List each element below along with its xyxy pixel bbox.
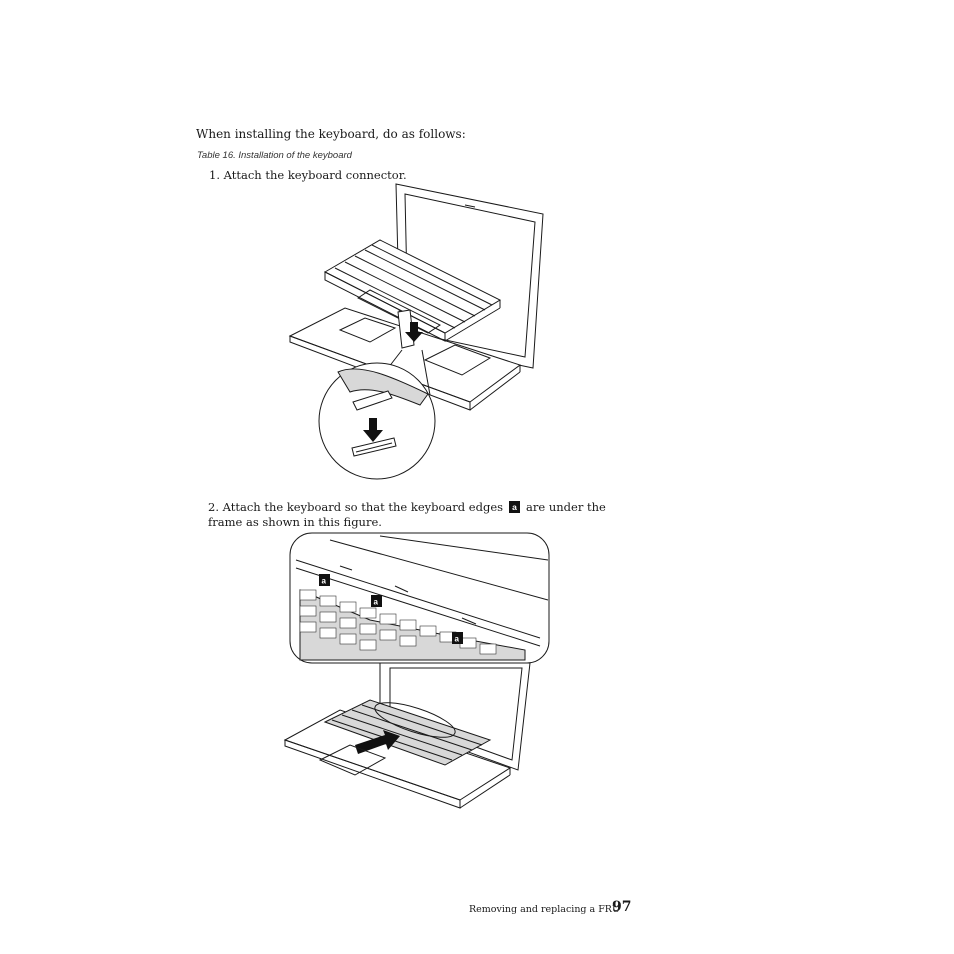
- callout-a-label: a: [373, 597, 378, 607]
- callout-a-label: a: [321, 576, 326, 586]
- intro-text: When installing the keyboard, do as follows:: [196, 127, 466, 141]
- callout-a-badge: a: [509, 501, 520, 513]
- page-number: 97: [612, 899, 632, 915]
- table-caption: Table 16. Installation of the keyboard: [197, 150, 352, 161]
- footer-section-title: Removing and replacing a FRU: [469, 904, 620, 915]
- step-2-text: 2. Attach the keyboard so that the keyboard edges a are under the frame as shown in this figure.: [208, 500, 606, 529]
- callout-a-label: a: [454, 634, 459, 644]
- step-1-text: 1. Attach the keyboard connector.: [209, 168, 407, 182]
